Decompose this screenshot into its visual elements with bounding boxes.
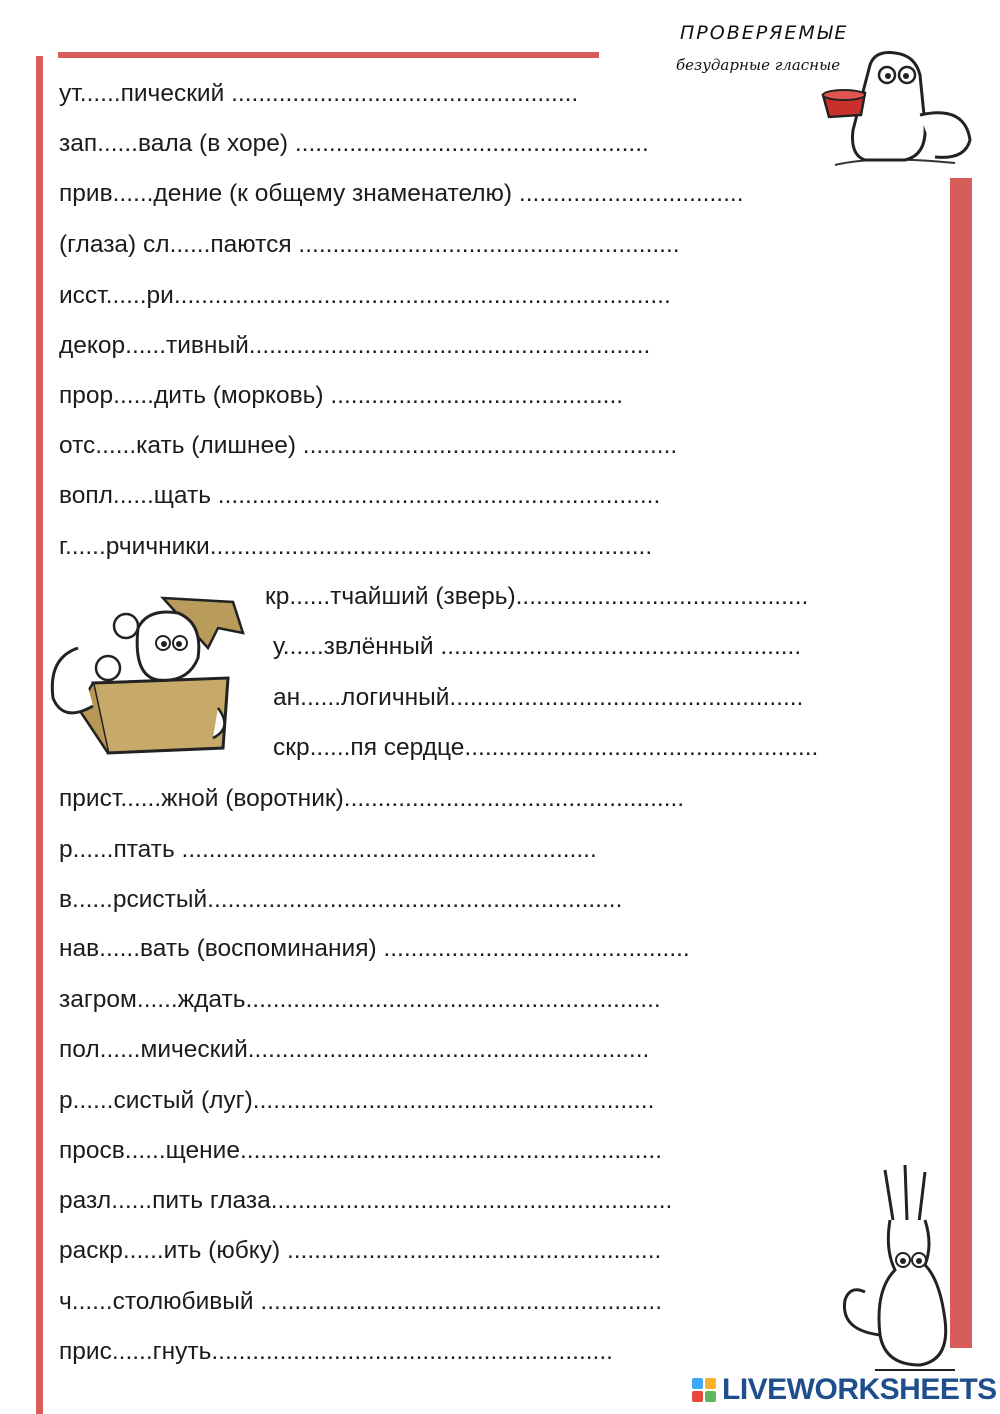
exercise-line: р......птать ............................................................. — [59, 836, 597, 863]
exercise-line: вопл......щать ................................................................. — [59, 482, 661, 509]
cat-scratching-illustration — [835, 1160, 970, 1380]
exercise-line: декор......тивный........................................................... — [59, 332, 651, 359]
liveworksheets-logo[interactable] — [692, 1372, 997, 1408]
exercise-line: кр......тчайший (зверь)........................................... — [265, 583, 809, 610]
exercise-line: г......рчичники................................................................. — [59, 533, 653, 560]
logo-tile — [705, 1391, 716, 1402]
exercise-line: р......систый (луг)........................................................... — [59, 1087, 655, 1114]
exercise-line: (глаза) сл......паются ........................................................ — [59, 231, 680, 258]
exercise-line: загром......ждать............................................................. — [59, 986, 661, 1013]
cat-in-box-illustration — [38, 588, 253, 768]
worksheet-title: ПРОВЕРЯЕМЫЕ — [680, 22, 849, 44]
logo-tile — [692, 1391, 703, 1402]
exercise-line: просв......щение.............................................................. — [59, 1137, 663, 1164]
exercise-line: ут......пический ................................................... — [59, 80, 579, 107]
exercise-line: разл......пить глаза........................................................... — [59, 1187, 673, 1214]
logo-tiles-icon — [692, 1378, 716, 1402]
exercise-line: ч......столюбивый ........................................................... — [59, 1288, 663, 1315]
cat-with-bowl-illustration — [815, 45, 985, 185]
exercise-line: нав......вать (воспоминания) ............................................. — [59, 935, 690, 962]
exercise-line: прис......гнуть........................................................... — [59, 1338, 613, 1365]
exercise-line: скр......пя сердце.................................................... — [273, 734, 819, 761]
logo-tile — [705, 1378, 716, 1389]
exercise-line: прив......дение (к общему знаменателю) ................................. — [59, 180, 744, 207]
exercise-line: пол......мический........................................................... — [59, 1036, 650, 1063]
exercise-line: прист......жной (воротник).................................................. — [59, 785, 685, 812]
exercise-line: у......звлённый ..................................................... — [273, 633, 802, 660]
top-accent-bar — [58, 52, 599, 58]
logo-text: LIVEWORKSHEETS — [722, 1373, 997, 1406]
exercise-line: прор......дить (морковь) ........................................... — [59, 382, 624, 409]
exercise-line: отс......кать (лишнее) ....................................................... — [59, 432, 678, 459]
logo-tile — [692, 1378, 703, 1389]
exercise-line: исст......ри......................................................................... — [59, 282, 671, 309]
exercise-line: в......рсистый............................................................. — [59, 886, 623, 913]
worksheet-subtitle: безударные гласные — [676, 56, 841, 74]
exercise-line: ан......логичный.................................................... — [273, 684, 804, 711]
exercise-line: зап......вала (в хоре) .................................................... — [59, 130, 649, 157]
exercise-line: раскр......ить (юбку) ....................................................... — [59, 1237, 662, 1264]
